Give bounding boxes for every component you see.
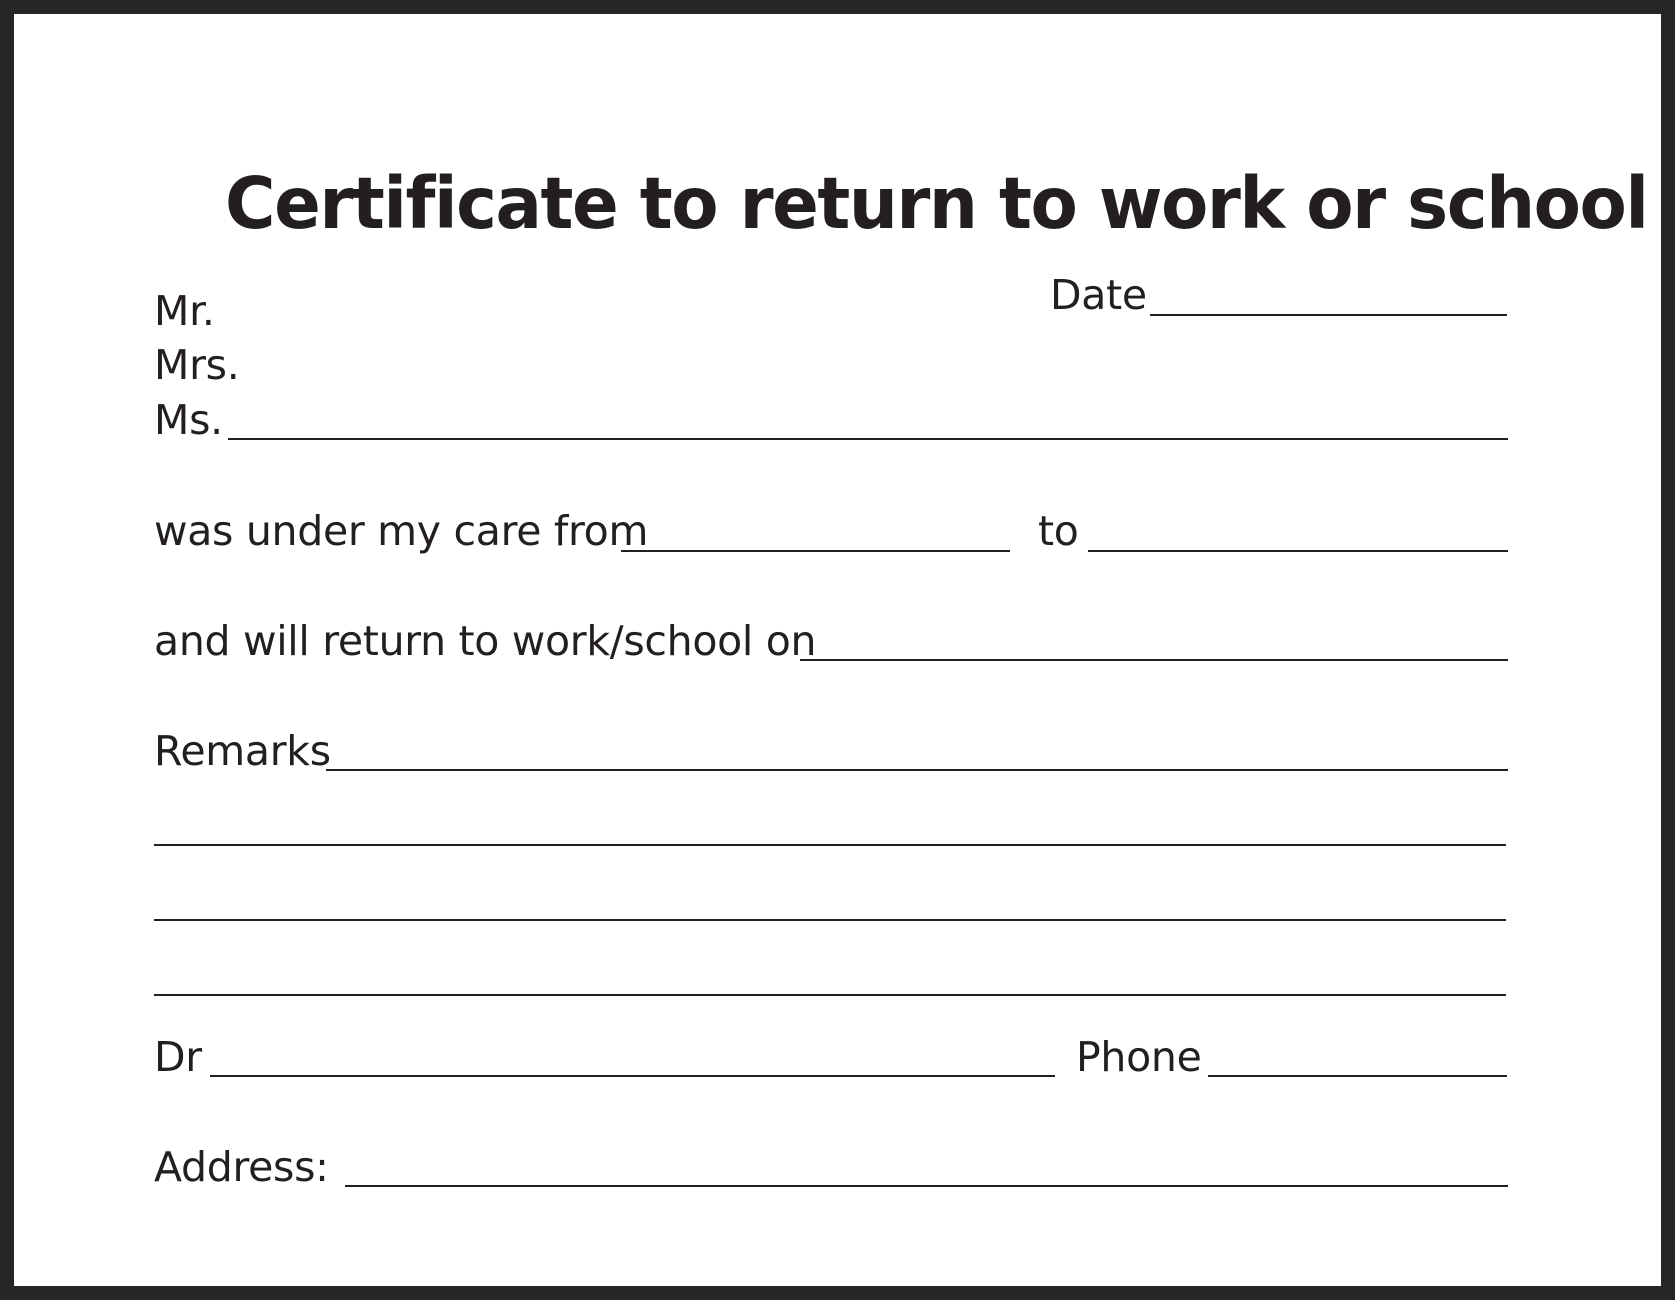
remarks-line-3[interactable] bbox=[154, 919, 1506, 921]
return-label: and will return to work/school on bbox=[154, 617, 817, 665]
date-field[interactable] bbox=[1150, 314, 1507, 316]
remarks-label: Remarks bbox=[154, 727, 331, 775]
salutation-mrs: Mrs. bbox=[154, 341, 240, 389]
phone-field[interactable] bbox=[1208, 1075, 1507, 1077]
care-from-label: was under my care from bbox=[154, 507, 649, 555]
salutation-mr: Mr. bbox=[154, 287, 215, 335]
doctor-name-field[interactable] bbox=[210, 1075, 1055, 1077]
care-to-label: to bbox=[1038, 507, 1079, 555]
date-label: Date bbox=[1050, 271, 1147, 319]
certificate-title: Certificate to return to work or school bbox=[225, 162, 1648, 245]
phone-label: Phone bbox=[1076, 1033, 1202, 1081]
address-label: Address: bbox=[154, 1143, 329, 1191]
remarks-line-4[interactable] bbox=[154, 994, 1506, 996]
remarks-line-1[interactable] bbox=[326, 769, 1508, 771]
address-field[interactable] bbox=[345, 1185, 1508, 1187]
remarks-line-2[interactable] bbox=[154, 844, 1506, 846]
return-date-field[interactable] bbox=[800, 659, 1508, 661]
patient-name-field[interactable] bbox=[228, 438, 1508, 440]
care-to-field[interactable] bbox=[1088, 550, 1508, 552]
care-from-field[interactable] bbox=[621, 550, 1010, 552]
doctor-label: Dr bbox=[154, 1033, 202, 1081]
salutation-ms: Ms. bbox=[154, 396, 223, 444]
